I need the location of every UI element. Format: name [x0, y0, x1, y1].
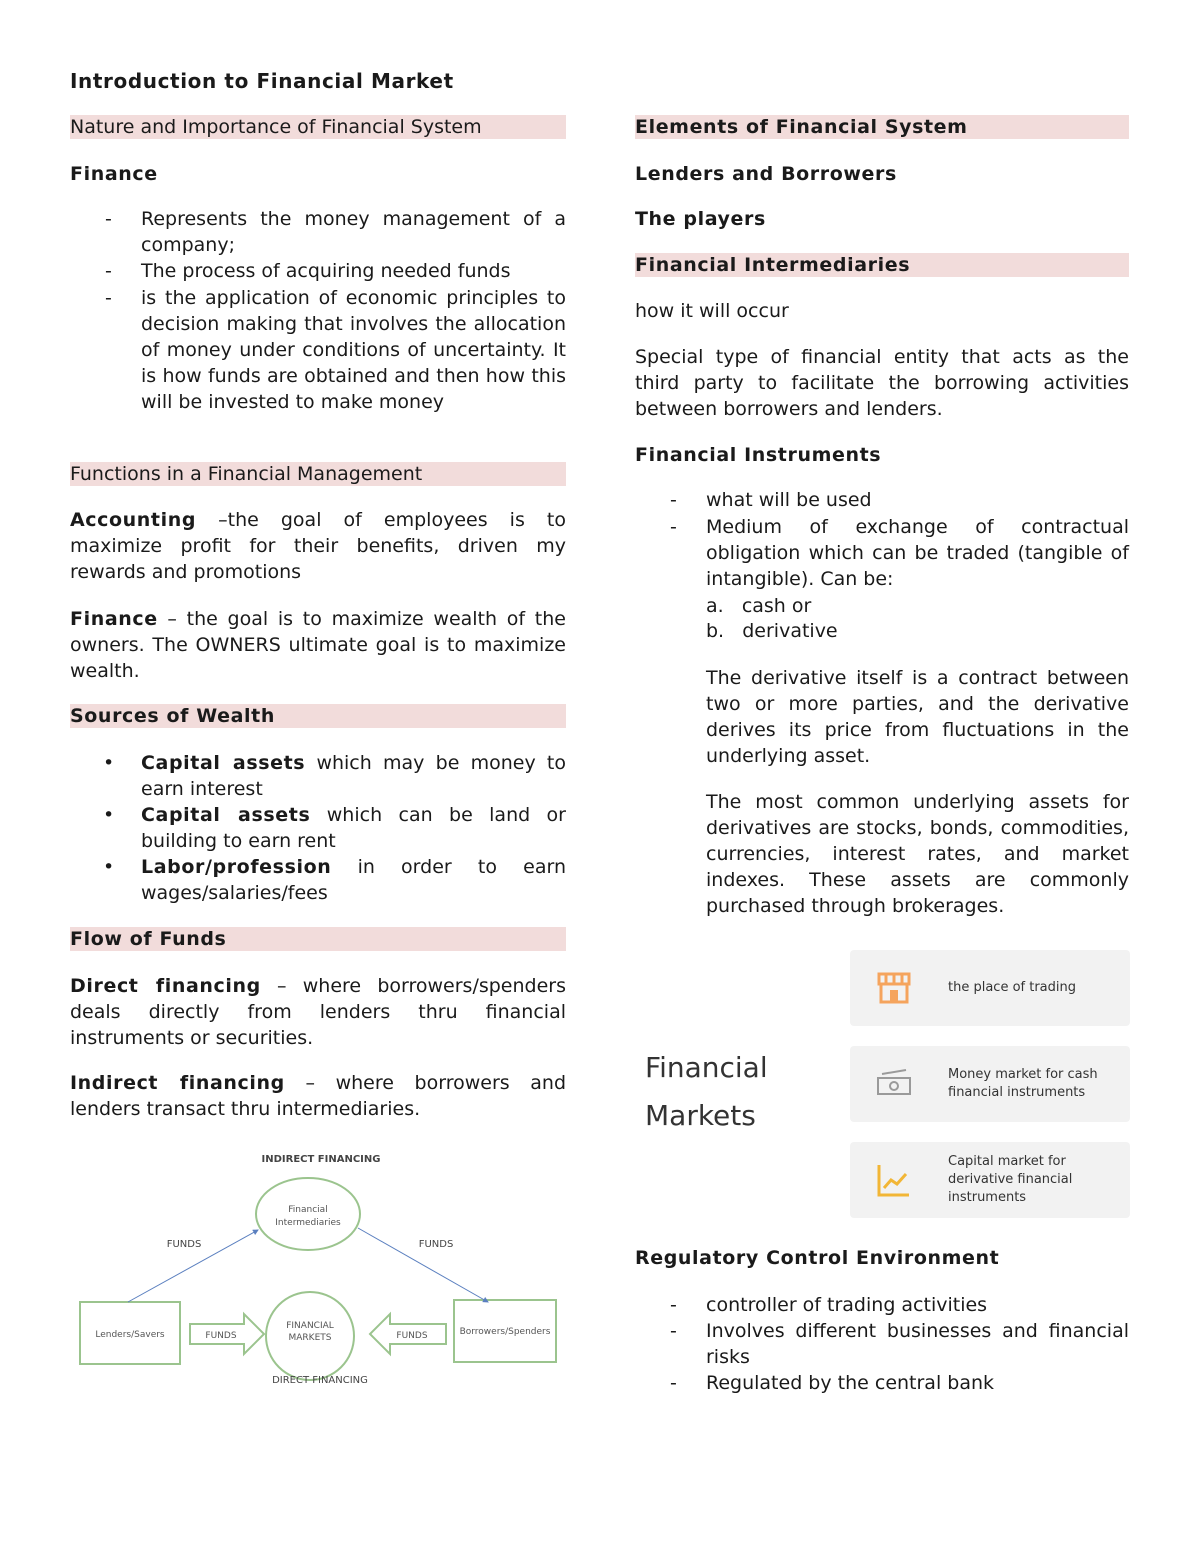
players-heading: The players: [635, 208, 766, 230]
market-card-text: Capital market for derivative financial instruments: [948, 1154, 1073, 1205]
finance-term: Finance: [70, 608, 158, 630]
list-item: - Regulated by the central bank: [670, 1372, 995, 1394]
indirect-financing-label: [262, 1154, 381, 1165]
bullet-marker: •: [103, 856, 115, 878]
list-item: - The process of acquiring needed funds: [105, 260, 511, 282]
underlying-assets-paragraph: The most common underlying assets for derivatives are stocks, bonds, commodities, currencies, interest rates, and market indexes. These assets are commonly purchased through brokerages.: [706, 791, 1129, 917]
dash-marker: -: [105, 287, 112, 309]
section-band-functions: Functions in a Financial Management: [70, 462, 566, 486]
dash-marker: -: [670, 1294, 677, 1316]
accounting-paragraph: Accounting –the goal of employees is to maximize profit for their benefits, driven my rewards and promotions: [70, 509, 566, 583]
intermediaries-label-1: Financial: [288, 1205, 328, 1215]
market-card-text: Money market for cash financial instruments: [948, 1067, 1098, 1100]
list-item: - Represents the money management of a company;: [105, 208, 566, 256]
list-item: • Capital assets which can be land or building to earn rent: [103, 804, 566, 852]
document-title: Introduction to Financial Market: [70, 69, 454, 93]
intermediaries-subtitle: how it will occur: [635, 300, 789, 322]
flow-of-funds-diagram: [76, 1148, 566, 1388]
cash-icon: [876, 1066, 912, 1102]
finance-heading: Finance: [70, 163, 158, 185]
funds-arrow-label-left: FUNDS: [205, 1331, 237, 1341]
dash-marker: -: [670, 489, 677, 511]
intermediaries-paragraph: Special type of financial entity that acts as the third party to facilitate the borrowing activities between borrowers and lenders.: [635, 346, 1129, 420]
lenders-borrowers-heading: Lenders and Borrowers: [635, 163, 897, 185]
market-card-money: [850, 1046, 1130, 1122]
dash-marker: -: [670, 1320, 677, 1342]
section-band-elements: Elements of Financial System: [635, 115, 1129, 139]
section-band-nature: Nature and Importance of Financial System: [70, 115, 566, 139]
funds-label-right: FUNDS: [418, 1239, 454, 1250]
chart-up-icon: [876, 1162, 912, 1198]
intermediaries-label-2: Intermediaries: [275, 1218, 341, 1228]
market-card-trading: [850, 950, 1130, 1026]
list-item: a. cash or: [706, 595, 812, 617]
regulatory-heading: Regulatory Control Environment: [635, 1247, 1000, 1269]
dash-marker: -: [105, 260, 112, 282]
markets-label-2: MARKETS: [288, 1333, 332, 1343]
section-band-flow: Flow of Funds: [70, 927, 566, 951]
lenders-label: Lenders/Savers: [95, 1330, 165, 1340]
finance-paragraph: Finance – the goal is to maximize wealth of the owners. The OWNERS ultimate goal is to maximize wealth.: [70, 608, 566, 682]
list-item: - what will be used: [670, 489, 872, 511]
indirect-financing-paragraph: Indirect financing – where borrowers and lenders transact thru intermediaries.: [70, 1072, 567, 1120]
bullet-marker: •: [103, 804, 115, 826]
list-item: b. derivative: [706, 620, 838, 642]
list-item: - Medium of exchange of contractual obligation which can be traded (tangible of intangible). Can be:: [670, 516, 1129, 590]
market-card-text: the place of trading: [948, 980, 1077, 995]
dash-marker: -: [105, 208, 112, 230]
list-item: • Capital assets which may be money to earn interest: [103, 752, 567, 800]
instruments-heading: Financial Instruments: [635, 444, 882, 466]
section-band-sources: Sources of Wealth: [70, 704, 566, 728]
accounting-term: Accounting: [70, 509, 197, 531]
section-band-intermediaries: Financial Intermediaries: [635, 253, 1129, 277]
list-item: • Labor/profession in order to earn wages/salaries/fees: [103, 856, 566, 904]
markets-label-1: FINANCIAL: [286, 1321, 334, 1331]
dash-marker: -: [670, 516, 677, 538]
funds-arrow-label-right: FUNDS: [396, 1331, 428, 1341]
direct-financing-label: DIRECT FINANCING: [272, 1375, 368, 1386]
store-icon: [876, 970, 912, 1006]
list-item: - controller of trading activities: [670, 1294, 988, 1316]
dash-marker: -: [670, 1372, 677, 1394]
market-card-capital: [850, 1142, 1130, 1218]
borrowers-label: Borrowers/Spenders: [459, 1327, 551, 1337]
funds-label-left: FUNDS: [166, 1239, 202, 1250]
financial-markets-title: Financial Markets: [645, 1051, 768, 1132]
list-item: - is the application of economic principles to decision making that involves the allocation of money under conditions of uncertainty. It is how funds are obtained and then how this will be invested to make money: [105, 287, 566, 413]
bullet-marker: •: [103, 752, 115, 774]
list-item: - Involves different businesses and financial risks: [670, 1320, 1129, 1368]
svg-text:INDIRECT FINANCING: INDIRECT FINANCING: [261, 1154, 381, 1165]
derivative-paragraph: The derivative itself is a contract between two or more parties, and the derivative derives its price from fluctuations in the underlying asset.: [706, 667, 1129, 767]
direct-financing-paragraph: Direct financing – where borrowers/spenders deals directly from lenders thru financial instruments or securities.: [70, 975, 566, 1049]
